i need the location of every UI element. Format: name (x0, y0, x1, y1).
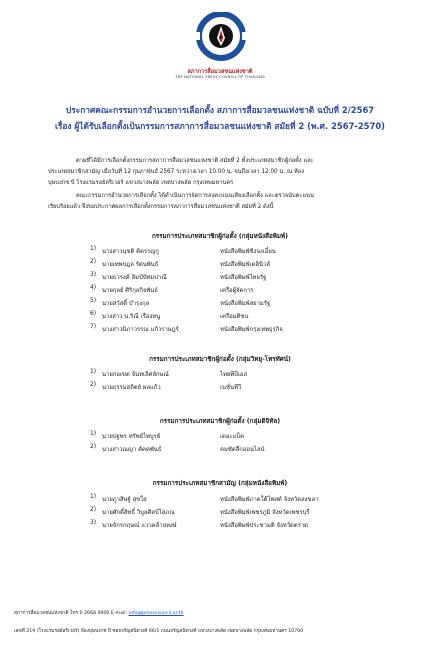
list-item (90, 444, 410, 455)
affiliation: ไทยพีบีเอส (220, 372, 248, 378)
member-name: นางสาวณญา คัคคพันธ์ (102, 447, 162, 453)
list-item (90, 520, 410, 531)
section-heading-founding-radio-tv: กรรมการประเภทสมาชิกผู้ก่อตั้ง (กลุ่มวิทยุ-โทรทัศน์) (149, 356, 291, 363)
list-item (90, 324, 410, 335)
paragraph-2-line-1: คณะกรรมการอำนวยการเลือกตั้ง ได้ดำเนินการจัดการลงคะแนนเสียงเลือกตั้ง และตรวจนับคะแนน (76, 193, 314, 199)
footer-address: เลขที่ 219 (โรงแรมรอยัลริเวอร์) ห้องบุษบงกช บี ซอยจรัญสนิทวงศ์ 66/1 ถนนจรัญสนิทวงศ์ แขวงบางพลัด เขตบางพลัด กรุงเทพมหานคร 10700 (14, 629, 304, 634)
item-number: 4) (90, 285, 97, 291)
list-item (90, 494, 410, 505)
paragraph-2-line-2: เรียบร้อยแล้ว จึงขอประกาศผลการเลือกตั้งกรรมการสภาการสื่อมวลชนแห่งชาติ สมัยที่ 2 ดังนี้ (48, 204, 274, 210)
affiliation: เครือผู้จัดการ (220, 288, 254, 294)
press-council-logo (190, 12, 252, 62)
item-number: 2) (90, 382, 97, 388)
item-number: 2) (90, 507, 97, 513)
announcement-title: ประกาศคณะกรรมการอำนวยการเลือกตั้ง สภาการสื่อมวลชนแห่งชาติ ฉบับที่ 2/2567 (65, 105, 375, 115)
affiliation: หนังสือพิมพ์ไทยรัฐ (220, 275, 267, 281)
list-item (90, 285, 410, 296)
item-number: 2) (90, 444, 97, 450)
member-name: นายจักรกฤษณ์ แววคล้ายหงษ์ (102, 523, 177, 529)
member-name: นายธรรมสถิตย์ ผลแก้ว (102, 385, 161, 391)
affiliation: หนังสือพิมพ์ภาคใต้โพสต์ จังหวัดสงขลา (220, 497, 319, 503)
member-name: นายกุลย์ ศิริกุลกิจพันธ์ (102, 288, 158, 294)
footer-contact (14, 610, 434, 617)
affiliation: หนังสือพิมพ์เพชรภูมิ จังหวัดเพชรบุรี (220, 510, 310, 516)
member-name: นายเทพปฎล รัตนพันธ์ (102, 262, 159, 268)
item-number: 1) (90, 494, 97, 500)
org-name-english: THE NATIONAL PRESS COUNCIL OF THAILAND (175, 75, 265, 79)
paragraph-1-line-3: บุษบงกช บี โรงแรมรอยัลริเวอร์ แขวงบางพลัด เขตบางพลัด กรุงเทพมหานคร (48, 180, 234, 186)
list-item (90, 311, 410, 322)
item-number: 6) (90, 311, 97, 317)
affiliation: เดอะแบ็ค (220, 434, 245, 440)
affiliation: หนังสือพิมพ์กรุงเทพธุรกิจ (220, 327, 283, 333)
affiliation: หนังสือพิมพ์สยามรัฐ (220, 301, 271, 307)
member-name: นายธวรงค์ ลิมป์ปัทมปาณี (102, 275, 167, 281)
section-heading-founding-newspaper: กรรมการประเภทสมาชิกผู้ก่อตั้ง (กลุ่มหนังสือพิมพ์) (151, 233, 289, 240)
list-item (90, 507, 410, 518)
list-item (90, 246, 410, 257)
item-number: 3) (90, 520, 97, 526)
email-link[interactable]: info@presscouncil.or.th (128, 611, 184, 616)
affiliation: เนชั่นทีวี (220, 385, 242, 391)
list-item (90, 272, 410, 283)
item-number: 1) (90, 369, 97, 375)
affiliation: เครือมติชน (220, 314, 249, 320)
list-item (90, 259, 410, 270)
org-name-thai: สภาการสื่อมวลชนแห่งชาติ (187, 69, 253, 75)
affiliation: คมชัดลึกออนไลน์ (220, 447, 265, 453)
affiliation: หนังสือพิมพ์ซิงจงเอี๋ยน (220, 249, 276, 255)
announcement-subject: เรื่อง ผู้ได้รับเลือกตั้งเป็นกรรมการสภาการสื่อมวลชนแห่งชาติ สมัยที่ 2 (พ.ศ. 2567-2570) (54, 121, 385, 131)
item-number: 1) (90, 431, 97, 437)
list-item (90, 382, 410, 393)
affiliation: หนังสือพิมพ์เดลินิวส์ (220, 262, 270, 268)
member-name: นายก่อเขต จันทเลิศลักษณ์ (102, 372, 169, 378)
item-number: 1) (90, 246, 97, 252)
item-number: 2) (90, 259, 97, 265)
member-name: นางสาวนุชติ คิดรรญกู (102, 249, 159, 255)
member-name: นายภูวสิษฐ์ สุขใส (102, 497, 147, 503)
member-name: นางสาวนิภาวรรณ แก้วราษฎร์ (102, 327, 179, 333)
member-name: นางสาว น.ริณี เรืองหนู (102, 314, 161, 320)
member-name: นายสวัสดิ์ บำรุงกุล (102, 301, 150, 307)
affiliation: หนังสือพิมพ์ประชามติ จังหวัดตราด (220, 523, 308, 529)
paragraph-1-line-2: ประเภทสมาชิกสามัญ เมื่อวันที่ 12 กุมภาพันธ์ 2567 ระหว่างเวลา 10.00 น. จนถึงเวลา 12.00 น. ณ ห้อง (48, 169, 305, 175)
section-heading-ordinary-newspaper: กรรมการประเภทสมาชิกสามัญ (กลุ่มหนังสือพิมพ์) (152, 480, 288, 487)
list-item (90, 298, 410, 309)
member-name: นายปฐพร ทรัพย์ไพบูรย์ (102, 434, 161, 440)
item-number: 5) (90, 298, 97, 304)
item-number: 7) (90, 324, 97, 330)
item-number: 3) (90, 272, 97, 278)
member-name: นายศักดิ์สิทธิ์ วิบูลศิลป์โสภณ (102, 510, 175, 516)
list-item (90, 369, 410, 380)
section-heading-founding-digital: กรรมการประเภทสมาชิกผู้ก่อตั้ง (กลุ่มดิจิทัล) (159, 418, 281, 425)
footer-contact-text: สภาการสื่อมวลชนแห่งชาติ โทร 0 2668 9900 E-mail: (14, 611, 129, 616)
list-item (90, 431, 410, 442)
paragraph-1-line-1: ตามที่ได้มีการเลือกตั้งกรรมการสภาการสื่อมวลชนแห่งชาติ สมัยที่ 2 ทั้งประเภทสมาชิกผู้ก่อตั้ง และ (76, 158, 314, 164)
